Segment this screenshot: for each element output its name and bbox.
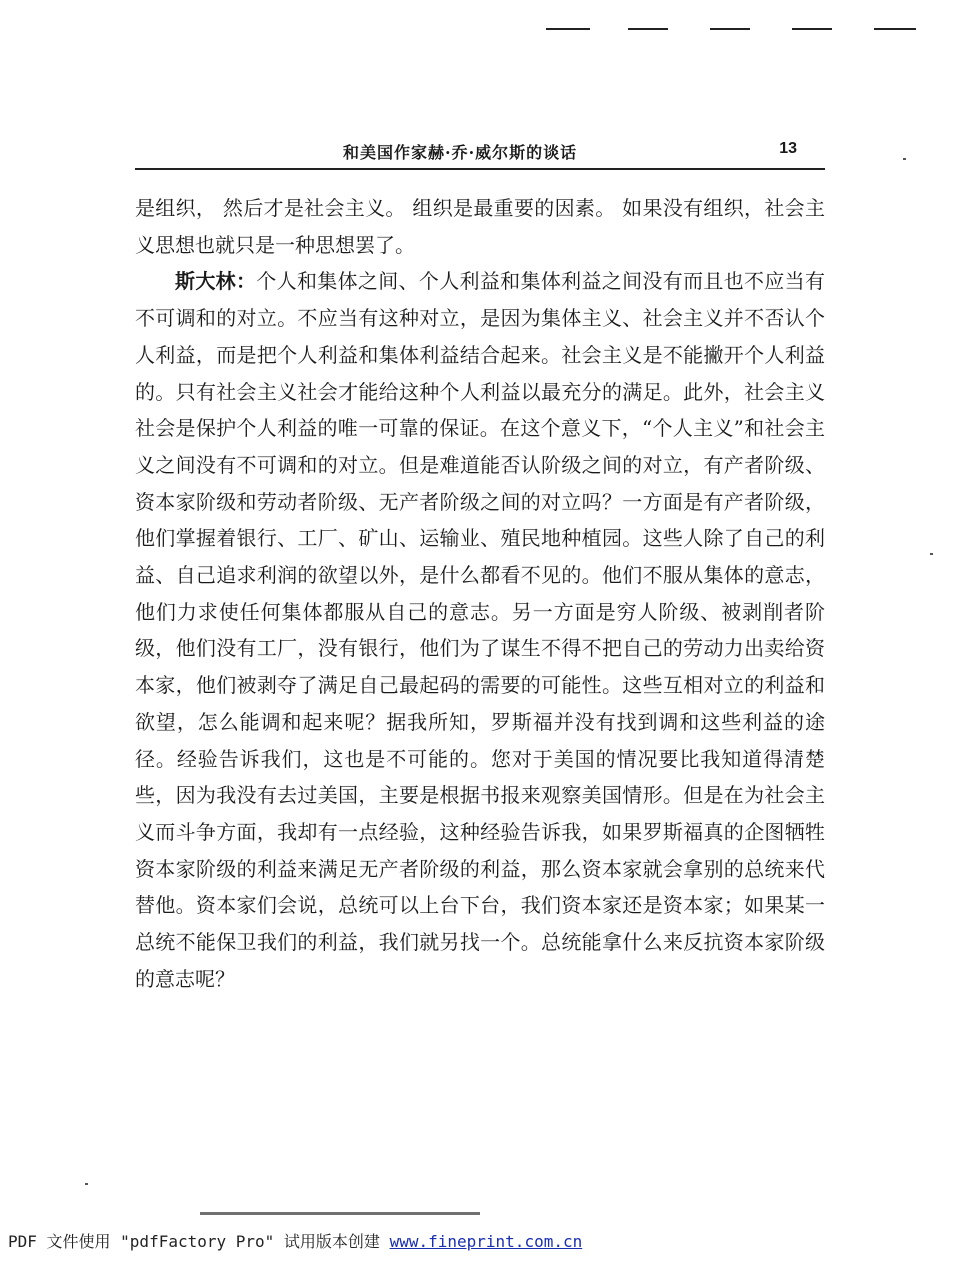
top-decorative-rules	[540, 28, 940, 32]
paragraph: 是组织， 然后才是社会主义。 组织是最重要的因素。 如果没有组织，社会主义思想也就只是一种思想罢了。	[135, 196, 825, 257]
paragraph-text: 个人和集体之间、个人利益和集体利益之间没有而且也不应当有不可调和的对立。不应当有这种对立，是因为集体主义、社会主义并不否认个人利益，而是把个人利益和集体利益结合起来。社会主义是不能撇开个人利益的。只有社会主义社会才能给这种个人利益以最充分的满足。此外，社会主义社会是保护个人利益的唯一可靠的保证。在这个意义下，“个人主义”和社会主义之间没有不可调和的对立。但是难道能否认阶级之间的对立，有产者阶级、资本家阶级和劳动者阶级、无产者阶级之间的对立吗？一方面是有产者阶级，他们掌握着银行、工厂、矿山、运输业、殖民地种植园。这些人除了自己的利益、自己追求利润的欲望以外，是什么都看不见的。他们不服从集体的意志，他们力求使任何集体都服从自己的意志。另一方面是穷人阶级、被剥削者阶级，他们没有工厂，没有银行，他们为了谋生不得不把自己的劳动力出卖给资本家，他们被剥夺了满足自己最起码的需要的可能性。这些互相对立的利益和欲望，怎么能调和起来呢？据我所知，罗斯福并没有找到调和这些利益的途径。经验告诉我们，这也是不可能的。您对于美国的情况要比我知道得清楚些，因为我没有去过美国，主要是根据书报来观察美国情形。但是在为社会主义而斗争方面，我却有一点经验，这种经验告诉我，如果罗斯福真的企图牺牲资本家阶级的利益来满足无产者阶级的利益，那么资本家就会拿别的总统来代替他。资本家们会说，总统可以上台下台，我们资本家还是资本家；如果某一总统不能保卫我们的利益，我们就另找一个。总统能拿什么来反抗资本家阶级的意志呢？	[135, 269, 826, 991]
scan-speck	[930, 553, 933, 555]
scan-speck	[85, 1183, 88, 1185]
paragraph	[135, 263, 825, 997]
pdf-footer	[8, 1229, 582, 1252]
scan-speck	[903, 158, 906, 160]
bottom-smudge-rule	[200, 1212, 480, 1215]
running-title: 和美国作家赫·乔·威尔斯的谈话	[343, 143, 578, 162]
page-number: 13	[779, 140, 797, 157]
running-header	[135, 138, 825, 170]
footer-notice: PDF 文件使用 "pdfFactory Pro" 试用版本创建	[8, 1232, 380, 1251]
speaker-label: 斯大林：	[175, 269, 257, 294]
footer-link[interactable]: www.fineprint.com.cn	[389, 1232, 583, 1251]
body-text	[135, 190, 825, 997]
